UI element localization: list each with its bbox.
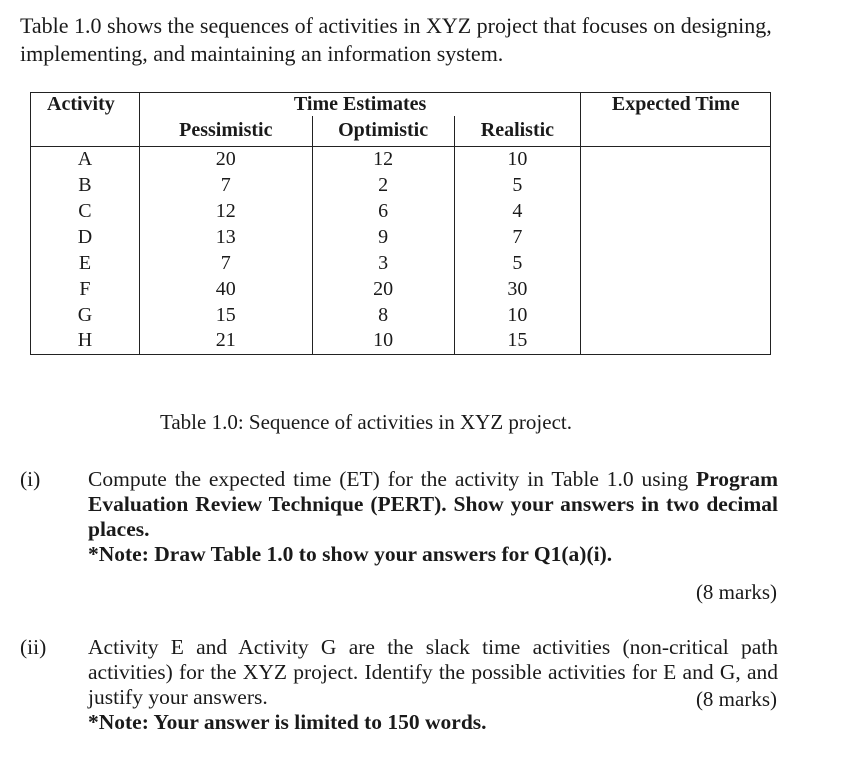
cell-realistic: 7 [454, 224, 581, 250]
question-1-body [88, 467, 778, 567]
cell-realistic: 10 [454, 302, 581, 328]
cell-realistic: 4 [454, 198, 581, 224]
table-row [31, 250, 771, 276]
header-row-1 [31, 93, 771, 117]
cell-optimistic: 9 [312, 224, 454, 250]
cell-activity: B [31, 172, 140, 198]
cell-optimistic: 6 [312, 198, 454, 224]
cell-optimistic: 12 [312, 146, 454, 172]
cell-realistic: 30 [454, 276, 581, 302]
cell-activity: C [31, 198, 140, 224]
cell-optimistic: 10 [312, 328, 454, 354]
cell-activity: D [31, 224, 140, 250]
header-expected-time: Expected Time [581, 93, 771, 117]
table-row [31, 224, 771, 250]
cell-activity: G [31, 302, 140, 328]
cell-activity: F [31, 276, 140, 302]
header-row-2 [31, 116, 771, 146]
question-1-number: (i) [20, 467, 41, 491]
cell-realistic: 5 [454, 172, 581, 198]
question-1-marks: (8 marks) [695, 580, 777, 604]
cell-optimistic: 3 [312, 250, 454, 276]
cell-expected [581, 250, 771, 276]
cell-pessimistic: 21 [139, 328, 312, 354]
cell-expected [581, 172, 771, 198]
intro-paragraph: Table 1.0 shows the sequences of activities in XYZ project that focuses on designing, implementing, and maintaining an information system. [20, 13, 772, 66]
cell-optimistic: 20 [312, 276, 454, 302]
question-2-text: Activity E and Activity G are the slack time activities (non-critical path activities) for the XYZ project. Identify the possible activities for E and G, and justify your answers. [88, 635, 778, 709]
cell-realistic: 5 [454, 250, 581, 276]
question-1-note: *Note: Draw Table 1.0 to show your answers for Q1(a)(i). [88, 542, 613, 566]
cell-pessimistic: 7 [139, 172, 312, 198]
question-2-marks: (8 marks) [695, 687, 777, 711]
header-activity: Activity [31, 93, 140, 117]
cell-realistic: 10 [454, 146, 581, 172]
cell-activity: H [31, 328, 140, 354]
question-1-bold-text: Program Evaluation Review Technique (PERT). Show your answers in two decimal places. [88, 467, 778, 541]
activity-table [30, 92, 771, 355]
cell-expected [581, 302, 771, 328]
table-row [31, 172, 771, 198]
header-optimistic: Optimistic [312, 116, 454, 146]
cell-optimistic: 2 [312, 172, 454, 198]
header-activity-blank [31, 116, 140, 146]
header-expected-blank [581, 116, 771, 146]
header-realistic: Realistic [454, 116, 581, 146]
table-row [31, 328, 771, 354]
header-pessimistic: Pessimistic [139, 116, 312, 146]
header-time-estimates: Time Estimates [139, 93, 580, 117]
question-1-text: Compute the expected time (ET) for the activity in Table 1.0 using [88, 467, 689, 491]
table-caption: Table 1.0: Sequence of activities in XYZ project. [160, 410, 572, 434]
question-2-number: (ii) [20, 635, 47, 659]
cell-expected [581, 198, 771, 224]
table-row [31, 198, 771, 224]
cell-pessimistic: 12 [139, 198, 312, 224]
table-row [31, 146, 771, 172]
cell-expected [581, 328, 771, 354]
question-2-note: *Note: Your answer is limited to 150 words. [88, 710, 487, 734]
cell-expected [581, 224, 771, 250]
cell-expected [581, 146, 771, 172]
cell-activity: E [31, 250, 140, 276]
cell-pessimistic: 40 [139, 276, 312, 302]
cell-realistic: 15 [454, 328, 581, 354]
cell-pessimistic: 15 [139, 302, 312, 328]
table-row [31, 302, 771, 328]
cell-pessimistic: 20 [139, 146, 312, 172]
cell-expected [581, 276, 771, 302]
cell-pessimistic: 7 [139, 250, 312, 276]
question-2-body [88, 635, 778, 735]
cell-pessimistic: 13 [139, 224, 312, 250]
table-row [31, 276, 771, 302]
cell-activity: A [31, 146, 140, 172]
cell-optimistic: 8 [312, 302, 454, 328]
